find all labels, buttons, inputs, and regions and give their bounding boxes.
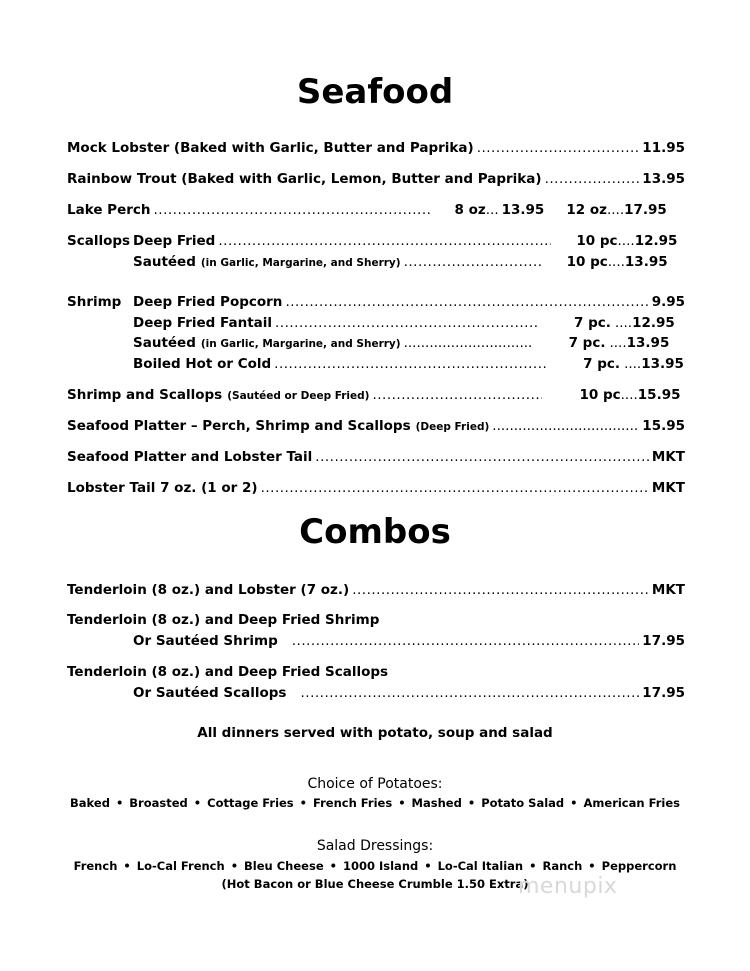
item-name: Lake Perch <box>67 202 151 218</box>
item-price: 12.95 <box>634 233 678 249</box>
leader-dots <box>477 140 640 156</box>
bullet-separator: • <box>529 859 537 873</box>
bullet-separator: • <box>299 796 308 810</box>
bullet-separator: • <box>193 796 202 810</box>
item-name: Shrimp and Scallops <box>67 387 223 403</box>
potatoes-list <box>0 796 750 810</box>
potato-option: American Fries <box>583 796 680 810</box>
potato-option: Mashed <box>411 796 462 810</box>
price-8oz: 13.95 <box>501 202 545 218</box>
menu-item-shrimp-boiled: Boiled Hot or Cold ..... 7 pc. .... 13.95 <box>67 356 685 376</box>
menu-item-rainbow-trout <box>67 171 685 191</box>
potato-option: Baked <box>70 796 110 810</box>
potatoes-heading: Choice of Potatoes: <box>307 776 443 792</box>
item-alt: Or Sautéed Shrimp <box>133 633 278 649</box>
item-price: MKT <box>651 480 685 496</box>
menu-item-platter-lobster-tail <box>67 449 685 469</box>
item-note: (Sautéed or Deep Fried) <box>227 390 370 402</box>
size-12oz: 12 oz <box>566 202 607 218</box>
bullet-separator: • <box>123 859 131 873</box>
menu-item-tenderloin-scallops <box>67 664 685 684</box>
item-note: (in Garlic, Margarine, and Sherry) <box>200 257 401 269</box>
item-qty: 10 pc <box>566 254 608 270</box>
leader-dots <box>154 202 430 218</box>
leader-dots <box>545 171 640 187</box>
item-name: Tenderloin (8 oz.) and Deep Fried Shrimp <box>67 612 380 628</box>
dressing-option: Lo-Cal French <box>136 859 225 873</box>
leader-dots <box>218 233 551 249</box>
leader-dots <box>372 387 542 403</box>
leader-dots <box>274 356 546 372</box>
item-qty: 7 pc. <box>568 335 606 351</box>
leader-dots <box>352 582 649 598</box>
item-price: 9.95 <box>651 294 685 310</box>
item-price: MKT <box>651 449 685 465</box>
item-price: 17.95 <box>642 685 685 701</box>
bullet-separator: • <box>570 796 578 810</box>
bullet-separator: • <box>230 859 239 873</box>
leader-dots <box>261 480 649 496</box>
menu-item-shrimp-fantail: Deep Fried Fantail ..... 7 pc. .... 12.95 <box>67 315 685 335</box>
menu-item-lake-perch: Lake Perch ..... 8 oz ... 13.95 12 oz .... 17.95 <box>67 202 685 222</box>
item-name: Rainbow Trout (Baked with Garlic, Lemon, Butter and Paprika) <box>67 171 542 187</box>
item-name: Deep Fried <box>133 233 216 249</box>
menu-item-scallops-deep-fried: Scallops Deep Fried ..... 10 pc .... 12.95 <box>67 233 685 253</box>
category-label-shrimp: Shrimp <box>67 294 122 310</box>
item-name: Tenderloin (8 oz.) and Lobster (7 oz.) <box>67 582 350 598</box>
item-price: MKT <box>651 582 685 598</box>
dressing-option: Lo-Cal Italian <box>437 859 524 873</box>
menu-item-tenderloin-scallops-alt <box>67 685 685 705</box>
item-qty: 7 pc. <box>574 315 611 331</box>
dressings-heading: Salad Dressings: <box>316 838 434 854</box>
item-price: 15.95 <box>642 418 685 434</box>
seafood-heading: Seafood <box>296 72 454 112</box>
dressing-option: French <box>73 859 118 873</box>
bullet-separator: • <box>329 859 337 873</box>
dressing-option: Peppercorn <box>601 859 677 873</box>
watermark-logo: menupix <box>518 874 618 899</box>
potato-option: Potato Salad <box>481 796 565 810</box>
bullet-separator: • <box>588 859 596 873</box>
menu-item-shrimp-and-scallops: Shrimp and Scallops (Sautéed or Deep Fried) ..... 10 pc .... 15.95 <box>67 387 685 407</box>
item-qty: 10 pc <box>576 233 618 249</box>
bullet-separator: • <box>424 859 432 873</box>
item-name: Sautéed <box>133 254 196 270</box>
item-qty: 7 pc. <box>583 356 621 372</box>
item-price: 13.95 <box>642 171 685 187</box>
item-name: Sautéed <box>133 335 196 351</box>
item-alt: Or Sautéed Scallops <box>133 685 287 701</box>
price-12oz: 17.95 <box>624 202 667 218</box>
item-name: Deep Fried Fantail <box>133 315 273 331</box>
item-name: Tenderloin (8 oz.) and Deep Fried Scallops <box>67 664 389 680</box>
item-price: 13.95 <box>641 356 684 372</box>
item-price: 13.95 <box>626 335 670 351</box>
menu-item-shrimp-popcorn <box>67 294 685 314</box>
category-label-scallops: Scallops <box>67 233 131 249</box>
leader-dots <box>285 294 648 310</box>
menu-item-scallops-sauteed: Sautéed (in Garlic, Margarine, and Sherry) ..... 10 pc .... 13.95 <box>67 254 685 274</box>
dressings-list <box>0 859 750 873</box>
item-name: Lobster Tail 7 oz. (1 or 2) <box>67 480 258 496</box>
item-price: 15.95 <box>637 387 681 403</box>
bullet-separator: • <box>115 796 124 810</box>
item-price: 17.95 <box>642 633 685 649</box>
dinner-note: All dinners served with potato, soup and salad <box>197 725 553 741</box>
leader-dots <box>292 633 640 649</box>
item-qty: 10 pc <box>579 387 621 403</box>
dressings-extra-note: (Hot Bacon or Blue Cheese Crumble 1.50 Extra) <box>221 877 529 891</box>
leader-dots <box>300 685 639 701</box>
leader-dots <box>275 315 537 331</box>
item-price: 11.95 <box>642 140 685 156</box>
item-price: 13.95 <box>624 254 668 270</box>
menu-item-tenderloin-lobster <box>67 582 685 602</box>
item-price: 12.95 <box>632 315 675 331</box>
dressing-option: Ranch <box>542 859 583 873</box>
dressing-option: 1000 Island <box>342 859 419 873</box>
menu-item-seafood-platter <box>67 418 685 438</box>
leader-dots <box>404 254 542 270</box>
leader-dots <box>404 335 532 351</box>
item-name: Seafood Platter and Lobster Tail <box>67 449 313 465</box>
size-8oz: 8 oz <box>454 202 486 218</box>
potato-option: French Fries <box>313 796 393 810</box>
menu-item-lobster-tail <box>67 480 685 500</box>
bullet-separator: • <box>398 796 406 810</box>
item-note: (in Garlic, Margarine, and Sherry) <box>200 338 401 350</box>
bullet-separator: • <box>467 796 476 810</box>
menu-item-tenderloin-shrimp <box>67 612 685 632</box>
leader-dots <box>315 449 649 465</box>
potato-option: Broasted <box>129 796 188 810</box>
leader-dots <box>492 418 639 434</box>
dressing-option: Bleu Cheese <box>244 859 324 873</box>
menu-item-shrimp-sauteed: Sautéed (in Garlic, Margarine, and Sherry) ..... 7 pc. .... 13.95 <box>67 335 685 355</box>
item-name: Deep Fried Popcorn <box>133 294 283 310</box>
combos-heading: Combos <box>299 512 451 552</box>
item-note: (Deep Fried) <box>415 421 490 433</box>
item-name: Boiled Hot or Cold <box>133 356 272 372</box>
potato-option: Cottage Fries <box>207 796 294 810</box>
item-name: Seafood Platter – Perch, Shrimp and Scallops <box>67 418 411 434</box>
item-name: Mock Lobster (Baked with Garlic, Butter and Paprika) <box>67 140 474 156</box>
menu-item-mock-lobster <box>67 140 685 160</box>
menu-item-tenderloin-shrimp-alt <box>67 633 685 653</box>
